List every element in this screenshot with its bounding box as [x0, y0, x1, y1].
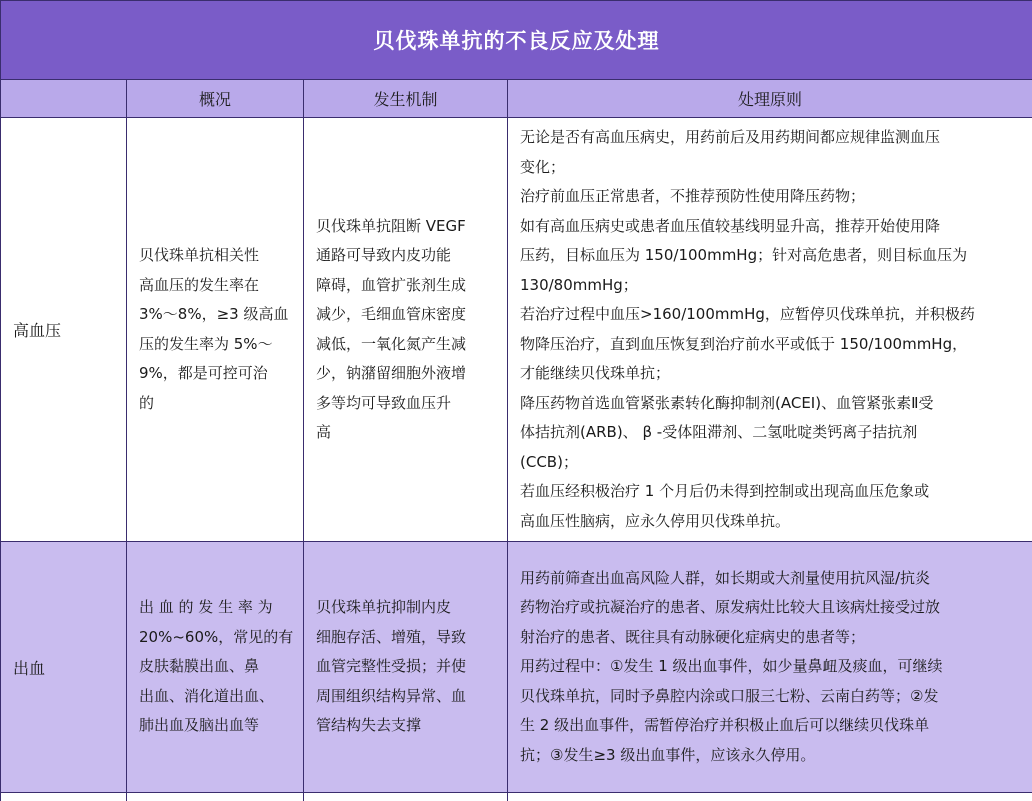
row-name: 出血: [1, 542, 127, 793]
text-line: 高: [316, 418, 495, 448]
text-line: 如有高血压病史或患者血压值较基线明显升高，推荐开始使用降: [520, 212, 1020, 242]
text-line: 才能继续贝伐珠单抗；: [520, 359, 1020, 389]
text-line: 肺出血及脑出血等: [139, 711, 291, 741]
mechanism-text: [304, 593, 507, 741]
mechanism-cell: [304, 542, 508, 793]
table-title: 贝伐珠单抗的不良反应及处理: [1, 1, 1032, 80]
text-line: 130/80mmHg；: [520, 271, 1020, 301]
header-principle: 处理原则: [508, 80, 1032, 118]
header-name: [1, 80, 127, 118]
text-line: 管结构失去支撑: [316, 711, 495, 741]
table-row-next-partial: [1, 793, 1032, 801]
text-line: 抗；③发生≥3 级出血事件，应该永久停用。: [520, 741, 1020, 771]
text-line: 治疗前血压正常患者，不推荐预防性使用降压药物；: [520, 182, 1020, 212]
text-line: 出 血 的 发 生 率 为: [139, 593, 291, 623]
row-name: 高血压: [1, 118, 127, 542]
overview-text: [127, 593, 303, 741]
table-row-hypertension: [1, 118, 1032, 542]
partial-cell: [508, 793, 1032, 801]
text-line: 体拮抗剂(ARB)、 β -受体阻滞剂、二氢吡啶类钙离子拮抗剂: [520, 418, 1020, 448]
principle-cell: [508, 118, 1032, 542]
principle-cell: [508, 542, 1032, 793]
text-line: 若血压经积极治疗 1 个月后仍未得到控制或出现高血压危象或: [520, 477, 1020, 507]
text-line: 若治疗过程中血压>160/100mmHg，应暂停贝伐珠单抗，并积极药: [520, 300, 1020, 330]
overview-cell: [127, 118, 304, 542]
overview-text: [127, 241, 303, 418]
principle-text: [508, 564, 1032, 771]
partial-cell: [304, 793, 508, 801]
text-line: 减低，一氧化氮产生减: [316, 330, 495, 360]
text-line: 9%，都是可控可治: [139, 359, 291, 389]
text-line: 压的发生率为 5%～: [139, 330, 291, 360]
text-line: 物降压治疗，直到血压恢复到治疗前水平或低于 150/100mmHg，: [520, 330, 1020, 360]
text-line: 3%～8%，≥3 级高血: [139, 300, 291, 330]
header-overview: 概况: [127, 80, 304, 118]
text-line: 减少，毛细血管床密度: [316, 300, 495, 330]
table-row-bleeding: [1, 542, 1032, 793]
text-line: 的: [139, 389, 291, 419]
text-line: 贝伐珠单抗，同时予鼻腔内涂或口服三七粉、云南白药等；②发: [520, 682, 1020, 712]
mechanism-cell: [304, 118, 508, 542]
text-line: 射治疗的患者、既往具有动脉硬化症病史的患者等；: [520, 623, 1020, 653]
text-line: 药物治疗或抗凝治疗的患者、原发病灶比较大且该病灶接受过放: [520, 593, 1020, 623]
title-row: [1, 1, 1032, 80]
text-line: 细胞存活、增殖，导致: [316, 623, 495, 653]
text-line: 用药过程中：①发生 1 级出血事件，如少量鼻衄及痰血，可继续: [520, 652, 1020, 682]
principle-text: [508, 123, 1032, 536]
text-line: 用药前筛查出血高风险人群，如长期或大剂量使用抗风湿/抗炎: [520, 564, 1020, 594]
text-line: 出血、消化道出血、: [139, 682, 291, 712]
text-line: 皮肤黏膜出血、鼻: [139, 652, 291, 682]
partial-cell: [127, 793, 304, 801]
text-line: 多等均可导致血压升: [316, 389, 495, 419]
text-line: 20%~60%，常见的有: [139, 623, 291, 653]
text-line: 周围组织结构异常、血: [316, 682, 495, 712]
text-line: 贝伐珠单抗相关性: [139, 241, 291, 271]
text-line: 血管完整性受损；并使: [316, 652, 495, 682]
overview-cell: [127, 542, 304, 793]
text-line: 障碍，血管扩张剂生成: [316, 271, 495, 301]
text-line: (CCB)；: [520, 448, 1020, 478]
text-line: 无论是否有高血压病史，用药前后及用药期间都应规律监测血压: [520, 123, 1020, 153]
mechanism-text: [304, 212, 507, 448]
text-line: 贝伐珠单抗抑制内皮: [316, 593, 495, 623]
text-line: 少，钠潴留细胞外液增: [316, 359, 495, 389]
header-mechanism: 发生机制: [304, 80, 508, 118]
text-line: 降压药物首选血管紧张素转化酶抑制剂(ACEI)、血管紧张素Ⅱ受: [520, 389, 1020, 419]
text-line: 变化；: [520, 153, 1020, 183]
header-row: [1, 80, 1032, 118]
text-line: 压药，目标血压为 150/100mmHg；针对高危患者，则目标血压为: [520, 241, 1020, 271]
text-line: 贝伐珠单抗阻断 VEGF: [316, 212, 495, 242]
text-line: 生 2 级出血事件，需暂停治疗并积极止血后可以继续贝伐珠单: [520, 711, 1020, 741]
partial-cell: [1, 793, 127, 801]
text-line: 高血压性脑病，应永久停用贝伐珠单抗。: [520, 507, 1020, 537]
text-line: 高血压的发生率在: [139, 271, 291, 301]
text-line: 通路可导致内皮功能: [316, 241, 495, 271]
